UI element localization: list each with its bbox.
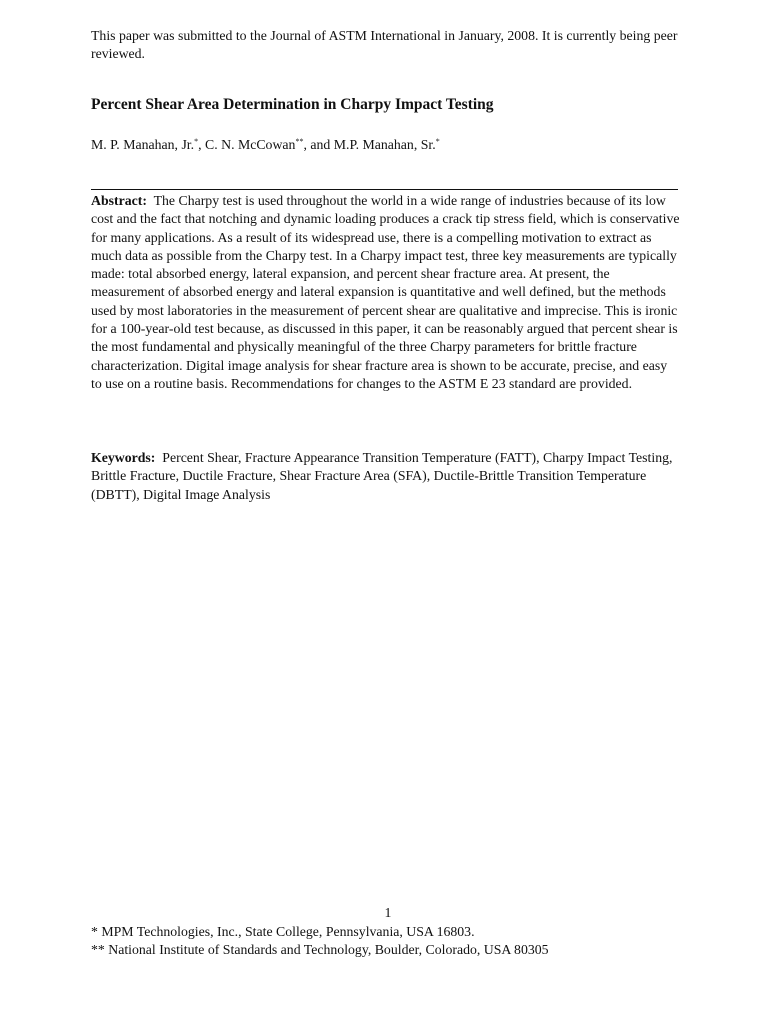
abstract-label: Abstract: (91, 193, 147, 208)
footnote: * MPM Technologies, Inc., State College, Pennsylvania, USA 16803. (91, 924, 475, 939)
affiliation-mark: * (435, 137, 440, 146)
affiliation-mark: * (194, 137, 199, 146)
keywords-label: Keywords: (91, 450, 156, 465)
author-name: C. N. McCowan (205, 137, 296, 152)
abstract-paragraph (91, 192, 681, 393)
submission-note: This paper was submitted to the Journal of ASTM International in January, 2008. It is currently being peer reviewed. (91, 28, 678, 61)
author-separator: , and (303, 137, 334, 152)
page-number: 1 (384, 905, 392, 920)
abstract-divider (91, 189, 678, 190)
paper-title: Percent Shear Area Determination in Charpy Impact Testing (91, 96, 494, 113)
author-name: M.P. Manahan, Sr. (333, 137, 436, 152)
author-name: M. P. Manahan, Jr. (91, 137, 195, 152)
author-separator: , (198, 137, 205, 152)
abstract-text: The Charpy test is used throughout the world in a wide range of industries because of its low cost and the fact that notching and dynamic loading produces a crack tip stress field, which is conservative for many applications. As a result of its widespread use, there is a compelling motivation to extract as much data as possible from the Charpy test. In a Charpy impact test, three key measurements are typically made: total absorbed energy, lateral expansion, and percent shear fracture area. At present, the measurement of absorbed energy and lateral expansion is quantitative and well defined, but the methods used by most laboratories in the measurement of percent shear are qualitative and imprecise. This is ironic for a 100-year-old test because, as discussed in this paper, it can be reasonably argued that percent shear is the most fundamental and physically meaningful of the three Charpy parameters for brittle fracture characterization. Digital image analysis for shear fracture area is shown to be accurate, precise, and easy to use on a routine basis. Recommendations for changes to the ASTM E 23 standard are provided. (91, 193, 680, 391)
footnote: ** National Institute of Standards and Technology, Boulder, Colorado, USA 80305 (91, 942, 549, 957)
keywords-paragraph (91, 449, 691, 504)
affiliation-mark: ** (295, 137, 304, 146)
author-line (91, 136, 691, 154)
keywords-text: Percent Shear, Fracture Appearance Transition Temperature (FATT), Charpy Impact Testing, Brittle Fracture, Ductile Fracture, Shear Fracture Area (SFA), Ductile-Brittle Transition Temperature (DBTT), Digital Image Analysis (91, 450, 673, 502)
